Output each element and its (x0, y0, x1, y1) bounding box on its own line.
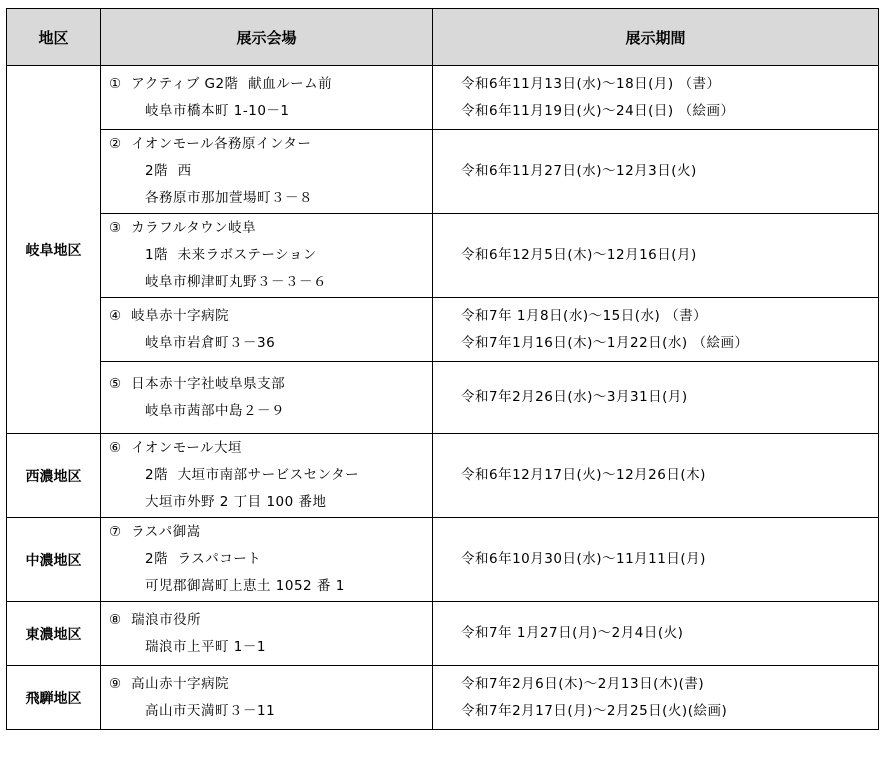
venue-detail: 大垣市外野 2 丁目 100 番地 (145, 494, 327, 510)
period-line: 令和6年10月30日(水)～11月11日(月) (461, 551, 706, 567)
header-venue: 展示会場 (101, 9, 433, 66)
period-line: 令和7年1月16日(木)～1月22日(水) （絵画） (461, 334, 749, 351)
venue-cell (101, 602, 433, 666)
venue-detail: 1階 未来ラボステーション (145, 247, 317, 263)
period-line: 令和7年 1月8日(水)～15日(水) （書） (461, 307, 708, 324)
region-cell: 岐阜地区 (7, 66, 101, 434)
venue-detail: 2階 西 (145, 163, 192, 179)
venue-cell (101, 434, 433, 518)
table-row (7, 666, 879, 730)
table-row (7, 214, 879, 298)
header-period: 展示期間 (433, 9, 879, 66)
venue-detail: 高山市天満町３－11 (145, 702, 276, 719)
table-row (7, 66, 879, 130)
table-row (7, 362, 879, 434)
period-line: 令和6年11月19日(火)～24日(日) （絵画） (461, 102, 735, 119)
venue-detail: 2階 ラスパコート (145, 551, 262, 567)
venue-cell (101, 666, 433, 730)
venue-name: ④ 岐阜赤十字病院 (109, 307, 230, 324)
period-cell (433, 518, 879, 602)
venue-name: ③ カラフルタウン岐阜 (109, 220, 257, 236)
table-row (7, 130, 879, 214)
venue-cell (101, 214, 433, 298)
venue-detail: 岐阜市柳津町丸野３－３－６ (145, 274, 327, 290)
period-cell (433, 666, 879, 730)
venue-name: ⑥ イオンモール大垣 (109, 440, 242, 456)
venue-cell (101, 518, 433, 602)
period-cell (433, 362, 879, 434)
venue-detail: 瑞浪市上平町 1－1 (145, 638, 266, 655)
region-cell: 中濃地区 (7, 518, 101, 602)
venue-name: ⑧ 瑞浪市役所 (109, 611, 202, 628)
period-line: 令和6年11月27日(水)～12月3日(火) (461, 163, 697, 179)
exhibition-schedule-table (6, 8, 879, 730)
venue-name: ⑨ 高山赤十字病院 (109, 675, 230, 692)
header-region: 地区 (7, 9, 101, 66)
period-line: 令和7年2月17日(月)～2月25日(火)(絵画) (461, 702, 728, 719)
table-body (7, 66, 879, 730)
header-row (7, 9, 879, 66)
venue-detail: 各務原市那加萱場町３－８ (145, 190, 313, 206)
table-row (7, 434, 879, 518)
venue-name: ② イオンモール各務原インター (109, 136, 312, 152)
venue-cell (101, 362, 433, 434)
venue-cell (101, 298, 433, 362)
venue-detail: 可児郡御嵩町上恵土 1052 番 1 (145, 578, 345, 594)
venue-cell (101, 130, 433, 214)
period-line: 令和7年 1月27日(月)～2月4日(火) (461, 625, 684, 641)
venue-name: ⑤ 日本赤十字社岐阜県支部 (109, 375, 286, 392)
venue-detail: 岐阜市橋本町 1-10－1 (145, 102, 290, 119)
region-cell: 東濃地区 (7, 602, 101, 666)
period-cell (433, 214, 879, 298)
period-line: 令和6年12月17日(火)～12月26日(木) (461, 467, 706, 483)
period-cell (433, 66, 879, 130)
table-row (7, 602, 879, 666)
table-row (7, 518, 879, 602)
period-cell (433, 602, 879, 666)
venue-name: ⑦ ラスパ御嵩 (109, 524, 201, 540)
venue-detail: 岐阜市茜部中島２－９ (145, 402, 285, 419)
period-line: 令和6年12月5日(木)～12月16日(月) (461, 247, 697, 263)
region-cell: 飛騨地区 (7, 666, 101, 730)
period-cell (433, 130, 879, 214)
period-cell (433, 298, 879, 362)
venue-name: ① アクティブ G2階 献血ルーム前 (109, 75, 333, 92)
period-line: 令和7年2月6日(木)～2月13日(木)(書) (461, 675, 705, 692)
table-row (7, 298, 879, 362)
venue-cell (101, 66, 433, 130)
venue-detail: 2階 大垣市南部サービスセンター (145, 467, 360, 483)
venue-detail: 岐阜市岩倉町３－36 (145, 334, 276, 351)
period-cell (433, 434, 879, 518)
period-line: 令和7年2月26日(水)～3月31日(月) (461, 389, 688, 405)
period-line: 令和6年11月13日(水)～18日(月) （書） (461, 75, 721, 92)
region-cell: 西濃地区 (7, 434, 101, 518)
